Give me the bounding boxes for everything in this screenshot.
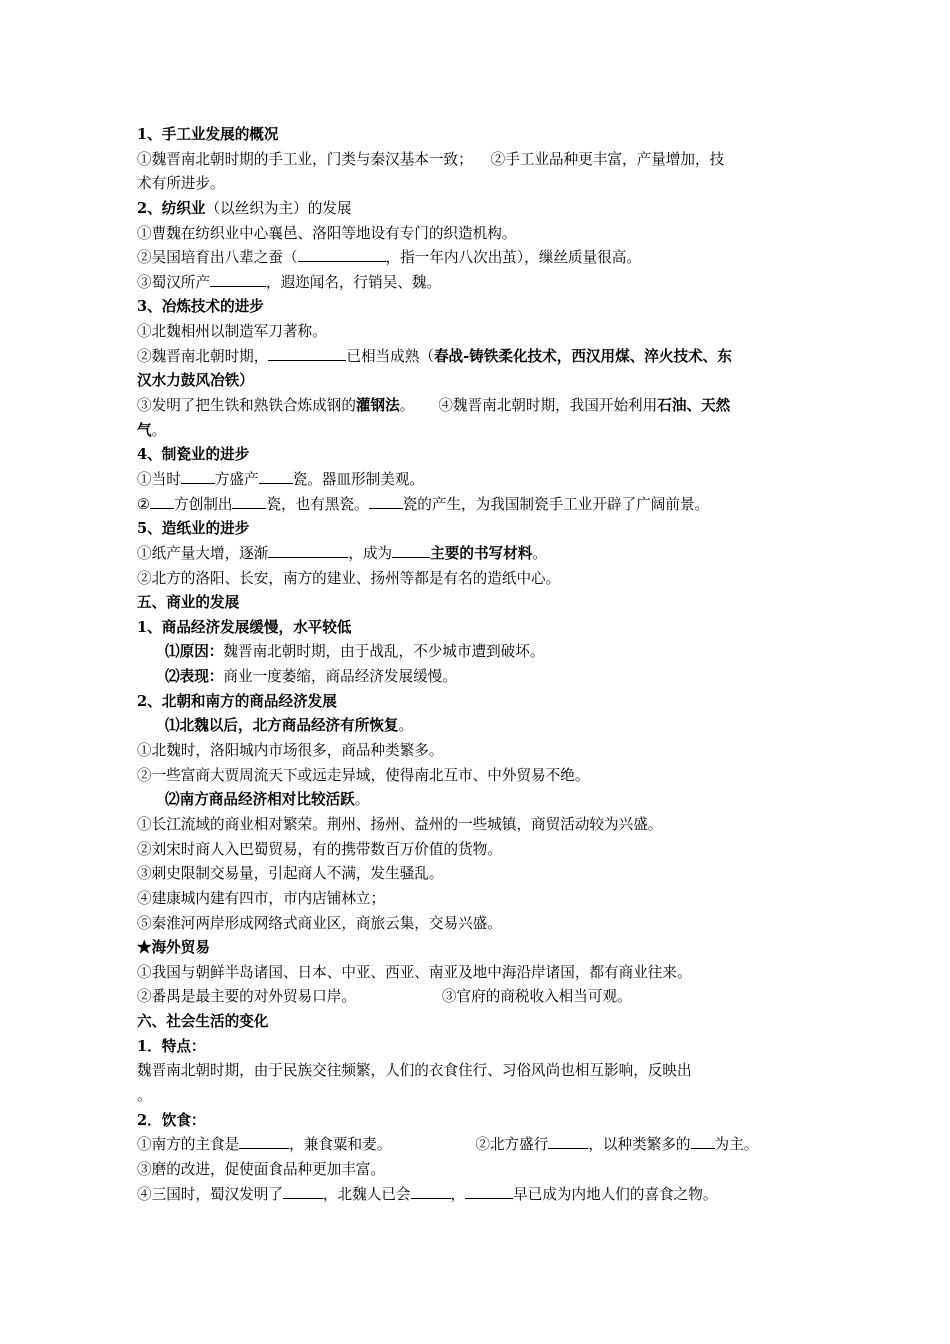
fill-blank[interactable] bbox=[392, 543, 430, 558]
paragraph bbox=[137, 394, 817, 419]
text: ②番禺是最主要的对外贸易口岸。 bbox=[137, 988, 356, 1006]
text: ② bbox=[137, 495, 151, 513]
paragraph bbox=[137, 493, 817, 518]
text: ，兼食粟和麦。 bbox=[289, 1136, 392, 1154]
paragraph: 魏晋南北朝时期，由于民族交往频繁，人们的衣食住行、习俗风尚也相互影响，反映出 bbox=[137, 1062, 692, 1080]
subheading-features: 1．特点： bbox=[137, 1037, 206, 1055]
paragraph: ③刺史限制交易量，引起商人不满，发生骚乱。 bbox=[137, 865, 444, 883]
fill-blank[interactable] bbox=[181, 469, 215, 484]
text: 早已成为内地人们的喜食之物。 bbox=[513, 1185, 718, 1203]
paragraph: 。 bbox=[137, 1086, 152, 1104]
paragraph bbox=[137, 468, 817, 493]
paragraph bbox=[137, 419, 817, 444]
bold-text: 主要的书写材料 bbox=[430, 544, 533, 562]
text: ， bbox=[450, 1185, 466, 1203]
subheading-diet: 2．饮食： bbox=[137, 1111, 206, 1129]
paragraph: ①长江流域的商业相对繁荣。荆州、扬州、益州的一些城镇，商贸活动较为兴盛。 bbox=[137, 815, 663, 833]
text: ①魏晋南北朝时期的手工业，门类与秦汉基本一致； bbox=[137, 150, 473, 168]
fill-blank[interactable] bbox=[268, 346, 346, 361]
bold-text: 灌钢法 bbox=[355, 397, 400, 415]
paragraph: ③磨的改进，促使面食品种更加丰富。 bbox=[137, 1160, 386, 1178]
text: 瓷，也有黑瓷。 bbox=[266, 495, 369, 513]
document-page bbox=[137, 123, 817, 1207]
fill-blank[interactable] bbox=[150, 494, 174, 509]
bold-text: ⑴原因： bbox=[165, 643, 224, 661]
text: ，遐迩闻名，行销吴、魏。 bbox=[265, 273, 442, 291]
text: ③蜀汉所产 bbox=[137, 273, 210, 291]
heading-bold-part: 2、纺织业 bbox=[137, 199, 206, 217]
heading-overseas-trade: ★海外贸易 bbox=[137, 939, 210, 957]
paragraph bbox=[137, 542, 817, 567]
text: 已相当成熟（ bbox=[346, 347, 434, 365]
paragraph: ①我国与朝鲜半岛诸国、日本、中亚、西亚、南亚及地中海沿岸诸国，都有商业往来。 bbox=[137, 963, 692, 981]
text: 方创制出 bbox=[174, 495, 233, 513]
fill-blank[interactable] bbox=[210, 272, 266, 287]
text: ③发明了把生铁和熟铁合炼成钢的 bbox=[137, 397, 356, 415]
fill-blank[interactable] bbox=[298, 247, 386, 262]
text: 。 bbox=[151, 421, 167, 439]
paragraph bbox=[137, 1133, 817, 1158]
text: 商业一度萎缩，商品经济发展缓慢。 bbox=[223, 668, 457, 686]
heading-porcelain: 4、制瓷业的进步 bbox=[137, 446, 250, 464]
heading-commerce: 五、商业的发展 bbox=[137, 594, 240, 612]
fill-blank[interactable] bbox=[548, 1134, 588, 1149]
fill-blank[interactable] bbox=[283, 1184, 323, 1199]
bold-text: 气 bbox=[137, 421, 152, 439]
heading-textile bbox=[137, 197, 817, 222]
paragraph: ⑤秦淮河两岸形成网络式商业区，商旅云集，交易兴盛。 bbox=[137, 914, 502, 932]
paragraph: ①北魏相州以制造军刀著称。 bbox=[137, 323, 327, 341]
bold-text: ⑵表现： bbox=[165, 668, 224, 686]
bold-text: 春战-铸铁柔化技术，西汉用煤、淬火技术、东 bbox=[433, 347, 732, 365]
fill-blank[interactable] bbox=[465, 1184, 513, 1199]
text: ，北魏人已会 bbox=[322, 1185, 411, 1203]
paragraph bbox=[137, 246, 817, 271]
text: ②魏晋南北朝时期， bbox=[137, 347, 269, 365]
bold-text: ⑵南方商品经济相对比较活跃 bbox=[165, 791, 355, 809]
paragraph bbox=[137, 714, 817, 739]
text: ①当时 bbox=[137, 470, 181, 488]
fill-blank[interactable] bbox=[259, 469, 293, 484]
paragraph: ①曹魏在纺织业中心襄邑、洛阳等地设有专门的织造机构。 bbox=[137, 224, 517, 242]
text: 方盛产 bbox=[214, 470, 259, 488]
text: ①南方的主食是 bbox=[137, 1136, 240, 1154]
paragraph: ②一些富商大贾周流天下或远走异域，使得南北互市、中外贸易不绝。 bbox=[137, 766, 590, 784]
paragraph bbox=[137, 640, 817, 665]
heading-smelting: 3、冶炼技术的进步 bbox=[137, 298, 264, 316]
paragraph bbox=[137, 148, 817, 173]
text: ③官府的商税收入相当可观。 bbox=[441, 988, 632, 1006]
text: ②北方盛行 bbox=[475, 1136, 549, 1154]
paragraph bbox=[137, 985, 817, 1010]
text: ，成为 bbox=[348, 544, 393, 562]
paragraph: ②北方的洛阳、长安，南方的建业、扬州等都是有名的造纸中心。 bbox=[137, 569, 561, 587]
paragraph: ②刘宋时商人入巴蜀贸易，有的携带数百万价值的货物。 bbox=[137, 840, 502, 858]
subheading-north-south: 2、北朝和南方的商品经济发展 bbox=[137, 692, 337, 710]
text: ②吴国培育出八辈之蚕（ bbox=[137, 249, 298, 267]
fill-blank[interactable] bbox=[268, 543, 348, 558]
text: 瓷的产生，为我国制瓷手工业开辟了广阔前景。 bbox=[402, 495, 710, 513]
text: 。 bbox=[399, 397, 415, 415]
paragraph bbox=[137, 788, 817, 813]
paragraph: 术有所进步。 bbox=[137, 175, 225, 193]
text: 。 bbox=[398, 717, 414, 735]
text: ④魏晋南北朝时期，我国开始利用 bbox=[438, 397, 658, 415]
fill-blank[interactable] bbox=[691, 1134, 715, 1149]
bold-text: 石油、天然 bbox=[657, 397, 731, 415]
fill-blank[interactable] bbox=[369, 494, 403, 509]
text: 。 bbox=[354, 791, 370, 809]
paragraph bbox=[137, 271, 817, 296]
heading-handicraft-overview: 1、手工业发展的概况 bbox=[137, 126, 279, 143]
text: ①纸产量大增，逐渐 bbox=[137, 544, 269, 562]
paragraph: 汉水力鼓风冶铁） bbox=[137, 372, 254, 390]
text: 瓷。器皿形制美观。 bbox=[292, 470, 424, 488]
fill-blank[interactable] bbox=[411, 1184, 451, 1199]
bold-text: ⑴北魏以后，北方商品经济有所恢复 bbox=[165, 717, 399, 735]
fill-blank[interactable] bbox=[239, 1134, 289, 1149]
paragraph: ④建康城内建有四市，市内店铺林立； bbox=[137, 889, 386, 907]
fill-blank[interactable] bbox=[232, 494, 266, 509]
text: ，指一年内八次出茧），缫丝质量很高。 bbox=[385, 249, 641, 267]
text: 为主。 bbox=[714, 1136, 759, 1154]
text: ④三国时，蜀汉发明了 bbox=[137, 1185, 283, 1203]
paragraph bbox=[137, 665, 817, 690]
paragraph bbox=[137, 1183, 817, 1208]
heading-papermaking: 5、造纸业的进步 bbox=[137, 520, 250, 538]
text: 。 bbox=[532, 544, 547, 562]
paragraph: ①北魏时，洛阳城内市场很多，商品种类繁多。 bbox=[137, 742, 444, 760]
heading-social-life: 六、社会生活的变化 bbox=[137, 1013, 269, 1031]
text: 魏晋南北朝时期，由于战乱，不少城市遭到破坏。 bbox=[223, 643, 545, 661]
subheading-slow-economy: 1、商品经济发展缓慢，水平较低 bbox=[137, 618, 352, 636]
heading-rest: （以丝织为主）的发展 bbox=[205, 199, 352, 217]
text: ，以种类繁多的 bbox=[588, 1136, 691, 1154]
paragraph bbox=[137, 345, 817, 370]
text: ②手工业品种更丰富，产量增加，技 bbox=[490, 150, 725, 168]
